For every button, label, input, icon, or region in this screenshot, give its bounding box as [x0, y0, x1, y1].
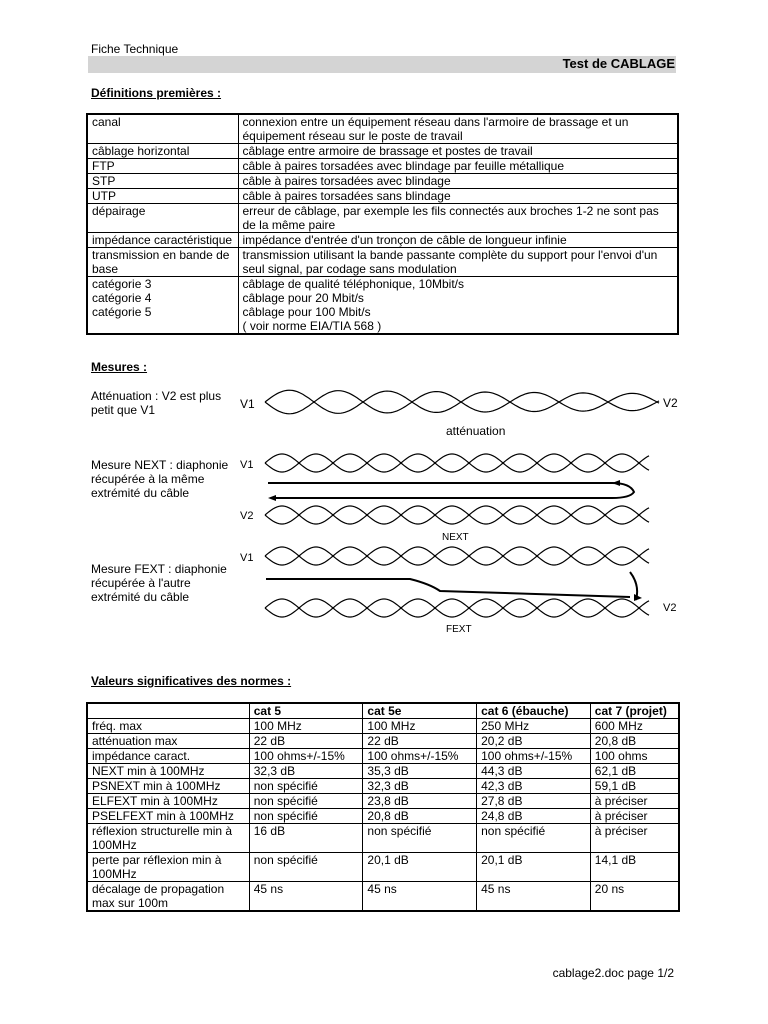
norms-cell: 45 ns — [477, 882, 591, 912]
fext-caption: FEXT — [446, 624, 472, 635]
next-v1-pair-strand — [265, 454, 649, 472]
definition-term: dépairage — [87, 204, 238, 233]
norms-cell: 20 ns — [590, 882, 679, 912]
norms-row — [87, 779, 679, 794]
norms-row-label: ELFEXT min à 100MHz — [87, 794, 249, 809]
fext-arrows — [266, 572, 637, 600]
norms-cell: 20,1 dB — [363, 853, 477, 882]
fext-arrowhead — [634, 594, 642, 601]
fext-v1-pair-strand — [265, 547, 649, 565]
norms-row-label: réflexion structurelle min à 100MHz — [87, 824, 249, 853]
definition-text: erreur de câblage, par exemple les fils connectés aux broches 1-2 ne sont pas de la même paire — [238, 204, 678, 233]
definition-term: câblage horizontal — [87, 144, 238, 159]
norms-row — [87, 794, 679, 809]
norms-cell: 20,2 dB — [477, 734, 591, 749]
norms-column-header: cat 7 (projet) — [590, 703, 679, 719]
definition-text: câble à paires torsadées sans blindage — [238, 189, 678, 204]
definition-text: câble à paires torsadées avec blindage par feuille métallique — [238, 159, 678, 174]
definition-text: connexion entre un équipement réseau dans l'armoire de brassage et un équipement réseau sur le poste de travail — [238, 114, 678, 144]
page-title: Test de CABLAGE — [562, 56, 675, 71]
norms-cell: 100 ohms+/-15% — [249, 749, 363, 764]
norms-cell: 45 ns — [249, 882, 363, 912]
definition-text: câblage entre armoire de brassage et postes de travail — [238, 144, 678, 159]
attenuation-caption: atténuation — [446, 424, 506, 438]
norms-cell: 62,1 dB — [590, 764, 679, 779]
attenuation-v1-label: V1 — [240, 397, 255, 411]
next-caption: NEXT — [442, 532, 469, 543]
fext-v2-label: V2 — [663, 602, 677, 614]
next-arrowhead-right — [612, 480, 620, 486]
norms-row-label: PSELFEXT min à 100MHz — [87, 809, 249, 824]
fext-v1-pair-strand — [265, 547, 649, 565]
norms-row — [87, 853, 679, 882]
fext-v2-pair-strand — [265, 599, 649, 617]
next-description: Mesure NEXT : diaphonie récupérée à la même extrémité du câble — [91, 458, 229, 500]
norms-cell: 23,8 dB — [363, 794, 477, 809]
norms-cell: 35,3 dB — [363, 764, 477, 779]
norms-row — [87, 824, 679, 853]
norms-cell: 100 ohms — [590, 749, 679, 764]
definitions-heading: Définitions premières : — [91, 86, 222, 100]
norms-cell: 22 dB — [363, 734, 477, 749]
definition-text: transmission utilisant la bande passante complète du support pour l'envoi d'un seul signal, par codage sans modulation — [238, 248, 678, 277]
fext-v2-pair-strand — [265, 599, 649, 617]
next-signal-path — [268, 483, 634, 498]
attenuation-v2-label: V2 — [663, 396, 678, 410]
norms-column-header: cat 5 — [249, 703, 363, 719]
definition-term: canal — [87, 114, 238, 144]
norms-cell: à préciser — [590, 794, 679, 809]
definition-text: câblage de qualité téléphonique, 10Mbit/s câblage pour 20 Mbit/s câblage pour 100 Mbit/s ( voir norme EIA/TIA 568 ) — [238, 277, 678, 335]
norms-cell: non spécifié — [249, 853, 363, 882]
next-v2-label: V2 — [240, 510, 254, 522]
norms-cell: 16 dB — [249, 824, 363, 853]
next-v1-label: V1 — [240, 459, 254, 471]
norms-cell: non spécifié — [249, 809, 363, 824]
norms-column-header: cat 6 (ébauche) — [477, 703, 591, 719]
definition-term: transmission en bande de base — [87, 248, 238, 277]
norms-cell: 100 MHz — [363, 719, 477, 734]
norms-row-label: fréq. max — [87, 719, 249, 734]
attenuation-pair-strand — [265, 390, 659, 413]
fext-signal-path — [266, 579, 630, 597]
norms-row-label: impédance caract. — [87, 749, 249, 764]
norms-row — [87, 764, 679, 779]
norms-cell: 14,1 dB — [590, 853, 679, 882]
norms-table — [86, 702, 680, 912]
definition-term: catégorie 3 catégorie 4 catégorie 5 — [87, 277, 238, 335]
definition-term: UTP — [87, 189, 238, 204]
norms-cell: 250 MHz — [477, 719, 591, 734]
next-v2-pair-strand — [265, 506, 649, 524]
page-footer: cablage2.doc page 1/2 — [552, 966, 674, 980]
next-v2-pair-strand — [265, 506, 649, 524]
norms-row — [87, 809, 679, 824]
next-arrowhead-left — [268, 495, 276, 501]
definition-term: STP — [87, 174, 238, 189]
norms-cell: 24,8 dB — [477, 809, 591, 824]
norms-cell: 44,3 dB — [477, 764, 591, 779]
document-label: Fiche Technique — [91, 42, 179, 56]
norms-cell: 100 ohms+/-15% — [477, 749, 591, 764]
definition-text: impédance d'entrée d'un tronçon de câble de longueur infinie — [238, 233, 678, 248]
norms-cell: 20,8 dB — [590, 734, 679, 749]
norms-row-label: atténuation max — [87, 734, 249, 749]
norms-row-label: décalage de propagation max sur 100m — [87, 882, 249, 912]
norms-row-label: PSNEXT min à 100MHz — [87, 779, 249, 794]
norms-cell: 42,3 dB — [477, 779, 591, 794]
norms-cell: non spécifié — [477, 824, 591, 853]
definition-term: impédance caractéristique — [87, 233, 238, 248]
norms-cell: à préciser — [590, 824, 679, 853]
norms-cell: 45 ns — [363, 882, 477, 912]
next-v1-pair-strand — [265, 454, 649, 472]
norms-cell: 100 MHz — [249, 719, 363, 734]
mesures-heading: Mesures : — [91, 360, 148, 374]
norms-cell: 20,8 dB — [363, 809, 477, 824]
attenuation-description: Atténuation : V2 est plus petit que V1 — [91, 389, 222, 417]
norms-cell: 32,3 dB — [363, 779, 477, 794]
norms-row — [87, 719, 679, 734]
norms-cell: 32,3 dB — [249, 764, 363, 779]
fext-v1-label: V1 — [240, 552, 254, 564]
norms-cell: 600 MHz — [590, 719, 679, 734]
norms-cell: 59,1 dB — [590, 779, 679, 794]
norms-cell: à préciser — [590, 809, 679, 824]
definition-text: câble à paires torsadées avec blindage — [238, 174, 678, 189]
norms-cell: 27,8 dB — [477, 794, 591, 809]
norms-cell: 22 dB — [249, 734, 363, 749]
norms-column-header — [87, 703, 249, 719]
fext-description: Mesure FEXT : diaphonie récupérée à l'autre extrémité du câble — [91, 562, 227, 604]
norms-cell: non spécifié — [363, 824, 477, 853]
norms-row — [87, 749, 679, 764]
norms-cell: 20,1 dB — [477, 853, 591, 882]
norms-cell: non spécifié — [249, 779, 363, 794]
norms-row — [87, 734, 679, 749]
next-arrows — [268, 483, 634, 498]
norms-cell: 100 ohms+/-15% — [363, 749, 477, 764]
norms-row-label: NEXT min à 100MHz — [87, 764, 249, 779]
norms-cell: non spécifié — [249, 794, 363, 809]
norms-row — [87, 882, 679, 912]
definition-term: FTP — [87, 159, 238, 174]
attenuation-pair-strand — [265, 391, 659, 414]
norms-column-header: cat 5e — [363, 703, 477, 719]
norms-heading: Valeurs significatives des normes : — [91, 674, 292, 688]
norms-row-label: perte par réflexion min à 100MHz — [87, 853, 249, 882]
